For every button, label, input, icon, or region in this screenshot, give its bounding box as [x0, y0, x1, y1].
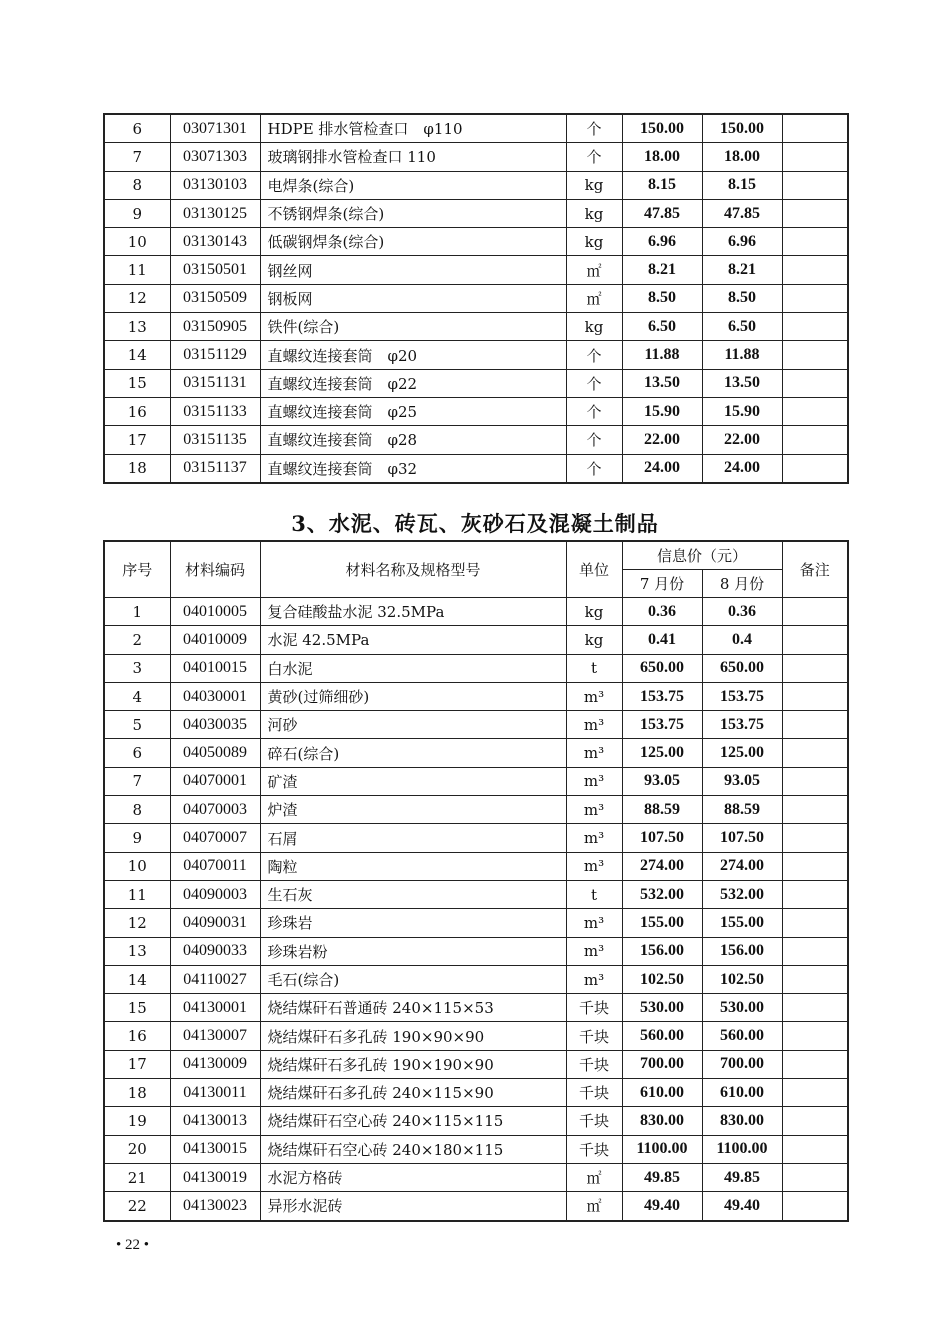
- cell-name: 石屑: [260, 824, 566, 852]
- cell-price-july: 274.00: [622, 852, 702, 880]
- cell-name: 异形水泥砖: [260, 1192, 566, 1221]
- cell-price-july: 22.00: [622, 426, 702, 454]
- cell-seq: 19: [104, 1107, 170, 1135]
- cell-price-august: 0.4: [702, 626, 782, 654]
- cell-price-july: 8.15: [622, 171, 702, 199]
- cell-price-august: 1100.00: [702, 1135, 782, 1163]
- cell-price-august: 8.50: [702, 284, 782, 312]
- cell-price-july: 125.00: [622, 739, 702, 767]
- cell-unit: m³: [566, 824, 622, 852]
- cell-seq: 2: [104, 626, 170, 654]
- cell-name: 铁件(综合): [260, 313, 566, 341]
- cell-seq: 16: [104, 397, 170, 425]
- cell-price-july: 155.00: [622, 909, 702, 937]
- cell-code: 04130007: [170, 1022, 260, 1050]
- cell-name: 水泥方格砖: [260, 1163, 566, 1191]
- cell-code: 04070011: [170, 852, 260, 880]
- cell-name: 炉渣: [260, 796, 566, 824]
- cell-code: 03151133: [170, 397, 260, 425]
- cell-seq: 3: [104, 654, 170, 682]
- cell-unit: 千块: [566, 994, 622, 1022]
- cell-price-july: 0.41: [622, 626, 702, 654]
- cell-price-august: 530.00: [702, 994, 782, 1022]
- table-row: [104, 313, 848, 341]
- table-row: [104, 852, 848, 880]
- header-august: 8 月份: [702, 570, 782, 598]
- cell-name: 直螺纹连接套筒 φ32: [260, 454, 566, 483]
- cell-name: 白水泥: [260, 654, 566, 682]
- cell-price-august: 102.50: [702, 965, 782, 993]
- cell-remark: [782, 313, 848, 341]
- cell-remark: [782, 598, 848, 626]
- cell-price-july: 88.59: [622, 796, 702, 824]
- cell-code: 04070001: [170, 767, 260, 795]
- table-row: [104, 767, 848, 795]
- cell-price-august: 156.00: [702, 937, 782, 965]
- cell-name: 烧结煤矸石空心砖 240×180×115: [260, 1135, 566, 1163]
- table-row: [104, 228, 848, 256]
- cell-name: 电焊条(综合): [260, 171, 566, 199]
- cell-price-august: 830.00: [702, 1107, 782, 1135]
- cell-seq: 16: [104, 1022, 170, 1050]
- page-number: • 22 •: [116, 1237, 150, 1253]
- cell-price-july: 150.00: [622, 114, 702, 143]
- cell-remark: [782, 1079, 848, 1107]
- table-row: [104, 143, 848, 171]
- cell-remark: [782, 937, 848, 965]
- cell-unit: ㎡: [566, 256, 622, 284]
- cell-price-july: 700.00: [622, 1050, 702, 1078]
- cell-price-july: 610.00: [622, 1079, 702, 1107]
- cell-unit: 个: [566, 397, 622, 425]
- table-row: [104, 256, 848, 284]
- cell-remark: [782, 369, 848, 397]
- cell-unit: 个: [566, 143, 622, 171]
- cell-seq: 15: [104, 369, 170, 397]
- cell-code: 04130015: [170, 1135, 260, 1163]
- cell-code: 04130023: [170, 1192, 260, 1221]
- cell-price-august: 153.75: [702, 682, 782, 710]
- table-row: [104, 739, 848, 767]
- cell-remark: [782, 626, 848, 654]
- cell-seq: 4: [104, 682, 170, 710]
- table-row: [104, 682, 848, 710]
- cell-unit: m³: [566, 852, 622, 880]
- cell-unit: kg: [566, 199, 622, 227]
- cell-price-august: 6.96: [702, 228, 782, 256]
- cell-code: 04130011: [170, 1079, 260, 1107]
- cell-name: HDPE 排水管检查口 φ110: [260, 114, 566, 143]
- table-row: [104, 1135, 848, 1163]
- cement-brick-materials-table: [103, 540, 849, 1222]
- cell-price-august: 49.40: [702, 1192, 782, 1221]
- cell-code: 03071301: [170, 114, 260, 143]
- cell-name: 直螺纹连接套筒 φ25: [260, 397, 566, 425]
- table-row: [104, 397, 848, 425]
- cell-name: 烧结煤矸石多孔砖 190×90×90: [260, 1022, 566, 1050]
- cell-price-august: 274.00: [702, 852, 782, 880]
- cell-unit: 千块: [566, 1022, 622, 1050]
- cell-remark: [782, 824, 848, 852]
- cell-unit: ㎡: [566, 1192, 622, 1221]
- cell-price-july: 156.00: [622, 937, 702, 965]
- cell-price-august: 650.00: [702, 654, 782, 682]
- table-row: [104, 426, 848, 454]
- cell-unit: 个: [566, 341, 622, 369]
- cell-unit: kg: [566, 313, 622, 341]
- cell-unit: t: [566, 880, 622, 908]
- cell-unit: m³: [566, 767, 622, 795]
- cell-unit: m³: [566, 965, 622, 993]
- table-row: [104, 1079, 848, 1107]
- cell-seq: 22: [104, 1192, 170, 1221]
- cell-code: 04010015: [170, 654, 260, 682]
- table-row: [104, 199, 848, 227]
- header-code: 材料编码: [170, 541, 260, 598]
- cell-unit: 个: [566, 369, 622, 397]
- header-seq: 序号: [104, 541, 170, 598]
- cell-seq: 9: [104, 199, 170, 227]
- table-row: [104, 711, 848, 739]
- table-row: [104, 880, 848, 908]
- cell-seq: 7: [104, 143, 170, 171]
- cell-name: 直螺纹连接套筒 φ28: [260, 426, 566, 454]
- cell-remark: [782, 711, 848, 739]
- cell-unit: m³: [566, 909, 622, 937]
- cell-seq: 1: [104, 598, 170, 626]
- cell-remark: [782, 454, 848, 483]
- cell-unit: m³: [566, 739, 622, 767]
- cell-unit: ㎡: [566, 1163, 622, 1191]
- cell-price-july: 530.00: [622, 994, 702, 1022]
- cell-unit: kg: [566, 228, 622, 256]
- cell-price-july: 47.85: [622, 199, 702, 227]
- cell-remark: [782, 114, 848, 143]
- cell-seq: 10: [104, 852, 170, 880]
- cell-seq: 14: [104, 965, 170, 993]
- cell-name: 黄砂(过筛细砂): [260, 682, 566, 710]
- cell-name: 珍珠岩: [260, 909, 566, 937]
- cell-remark: [782, 1192, 848, 1221]
- cell-code: 04070007: [170, 824, 260, 852]
- cell-seq: 11: [104, 256, 170, 284]
- cell-price-july: 6.96: [622, 228, 702, 256]
- cell-code: 03150509: [170, 284, 260, 312]
- cell-unit: m³: [566, 711, 622, 739]
- cell-unit: kg: [566, 598, 622, 626]
- table-row: [104, 1163, 848, 1191]
- cell-price-july: 11.88: [622, 341, 702, 369]
- cell-code: 04130013: [170, 1107, 260, 1135]
- cell-price-august: 153.75: [702, 711, 782, 739]
- table-row: [104, 654, 848, 682]
- cell-unit: m³: [566, 796, 622, 824]
- cell-remark: [782, 199, 848, 227]
- cell-price-july: 49.40: [622, 1192, 702, 1221]
- table-row: [104, 369, 848, 397]
- cell-code: 04090003: [170, 880, 260, 908]
- cell-unit: ㎡: [566, 284, 622, 312]
- cell-name: 烧结煤矸石普通砖 240×115×53: [260, 994, 566, 1022]
- cell-seq: 14: [104, 341, 170, 369]
- table-row: [104, 937, 848, 965]
- cell-seq: 20: [104, 1135, 170, 1163]
- cell-unit: 千块: [566, 1135, 622, 1163]
- cell-code: 04030035: [170, 711, 260, 739]
- cell-remark: [782, 284, 848, 312]
- header-name: 材料名称及规格型号: [260, 541, 566, 598]
- cell-remark: [782, 1050, 848, 1078]
- cell-seq: 12: [104, 284, 170, 312]
- cell-code: 03130103: [170, 171, 260, 199]
- cell-price-july: 532.00: [622, 880, 702, 908]
- cell-code: 04130019: [170, 1163, 260, 1191]
- cell-unit: t: [566, 654, 622, 682]
- cell-seq: 21: [104, 1163, 170, 1191]
- cell-unit: 个: [566, 114, 622, 143]
- cell-price-july: 8.50: [622, 284, 702, 312]
- cell-remark: [782, 654, 848, 682]
- cell-price-july: 0.36: [622, 598, 702, 626]
- cell-price-august: 8.15: [702, 171, 782, 199]
- cell-seq: 18: [104, 1079, 170, 1107]
- materials-table-continued: [103, 113, 849, 484]
- cell-price-august: 125.00: [702, 739, 782, 767]
- header-price: 信息价（元）: [622, 541, 782, 570]
- cell-code: 03151135: [170, 426, 260, 454]
- cell-code: 03150501: [170, 256, 260, 284]
- cell-price-august: 18.00: [702, 143, 782, 171]
- cell-unit: m³: [566, 937, 622, 965]
- cell-price-july: 6.50: [622, 313, 702, 341]
- cell-unit: kg: [566, 171, 622, 199]
- cell-remark: [782, 256, 848, 284]
- cell-unit: m³: [566, 682, 622, 710]
- header-unit: 单位: [566, 541, 622, 598]
- cell-code: 04010005: [170, 598, 260, 626]
- cell-price-august: 88.59: [702, 796, 782, 824]
- table-row: [104, 965, 848, 993]
- cell-price-july: 93.05: [622, 767, 702, 795]
- cell-remark: [782, 228, 848, 256]
- cell-price-august: 47.85: [702, 199, 782, 227]
- table-row: [104, 1022, 848, 1050]
- table-row: [104, 824, 848, 852]
- cell-seq: 6: [104, 739, 170, 767]
- cell-name: 陶粒: [260, 852, 566, 880]
- cement-brick-materials-table-body: [104, 598, 848, 1221]
- cell-price-july: 1100.00: [622, 1135, 702, 1163]
- cell-unit: 千块: [566, 1107, 622, 1135]
- cell-name: 水泥 42.5MPa: [260, 626, 566, 654]
- cell-remark: [782, 994, 848, 1022]
- cell-name: 烧结煤矸石空心砖 240×115×115: [260, 1107, 566, 1135]
- cell-seq: 17: [104, 1050, 170, 1078]
- materials-table-continued-body: [104, 114, 848, 483]
- table-row: [104, 1192, 848, 1221]
- cell-price-august: 560.00: [702, 1022, 782, 1050]
- cell-seq: 18: [104, 454, 170, 483]
- cell-name: 钢板网: [260, 284, 566, 312]
- table-row: [104, 1107, 848, 1135]
- cell-code: 03151131: [170, 369, 260, 397]
- cell-remark: [782, 397, 848, 425]
- table-row: [104, 626, 848, 654]
- cell-remark: [782, 1163, 848, 1191]
- table-row: [104, 994, 848, 1022]
- cell-price-august: 150.00: [702, 114, 782, 143]
- table-header: [104, 541, 848, 598]
- table-row: [104, 454, 848, 483]
- table-row: [104, 796, 848, 824]
- cell-price-july: 18.00: [622, 143, 702, 171]
- cell-remark: [782, 880, 848, 908]
- cell-seq: 5: [104, 711, 170, 739]
- cell-price-july: 102.50: [622, 965, 702, 993]
- cell-unit: 个: [566, 426, 622, 454]
- cell-seq: 8: [104, 171, 170, 199]
- cell-seq: 17: [104, 426, 170, 454]
- cell-price-august: 22.00: [702, 426, 782, 454]
- cell-price-july: 650.00: [622, 654, 702, 682]
- cell-code: 04030001: [170, 682, 260, 710]
- cell-unit: 个: [566, 454, 622, 483]
- cell-seq: 6: [104, 114, 170, 143]
- cell-remark: [782, 739, 848, 767]
- cell-remark: [782, 1135, 848, 1163]
- cell-name: 河砂: [260, 711, 566, 739]
- cell-code: 04070003: [170, 796, 260, 824]
- cell-code: 04130009: [170, 1050, 260, 1078]
- cell-remark: [782, 1022, 848, 1050]
- cell-price-july: 8.21: [622, 256, 702, 284]
- cell-price-august: 13.50: [702, 369, 782, 397]
- cell-price-august: 6.50: [702, 313, 782, 341]
- cell-price-august: 155.00: [702, 909, 782, 937]
- cell-price-july: 153.75: [622, 682, 702, 710]
- section-title: 3、水泥、砖瓦、灰砂石及混凝土制品: [291, 511, 659, 536]
- header-remark: 备注: [782, 541, 848, 598]
- table-row: [104, 909, 848, 937]
- cell-price-august: 24.00: [702, 454, 782, 483]
- cell-seq: 7: [104, 767, 170, 795]
- cell-remark: [782, 171, 848, 199]
- cell-seq: 13: [104, 937, 170, 965]
- cell-remark: [782, 796, 848, 824]
- cell-name: 碎石(综合): [260, 739, 566, 767]
- cell-name: 珍珠岩粉: [260, 937, 566, 965]
- cell-name: 不锈钢焊条(综合): [260, 199, 566, 227]
- cell-name: 烧结煤矸石多孔砖 190×190×90: [260, 1050, 566, 1078]
- cell-price-august: 532.00: [702, 880, 782, 908]
- cell-price-august: 93.05: [702, 767, 782, 795]
- cell-price-july: 13.50: [622, 369, 702, 397]
- cell-name: 钢丝网: [260, 256, 566, 284]
- cell-unit: kg: [566, 626, 622, 654]
- cell-code: 04010009: [170, 626, 260, 654]
- cell-unit: 千块: [566, 1079, 622, 1107]
- cell-seq: 12: [104, 909, 170, 937]
- cell-remark: [782, 426, 848, 454]
- table-row: [104, 114, 848, 143]
- cell-code: 04090031: [170, 909, 260, 937]
- cell-price-august: 15.90: [702, 397, 782, 425]
- cell-seq: 13: [104, 313, 170, 341]
- cell-seq: 9: [104, 824, 170, 852]
- cell-price-august: 8.21: [702, 256, 782, 284]
- cell-name: 生石灰: [260, 880, 566, 908]
- cell-name: 烧结煤矸石多孔砖 240×115×90: [260, 1079, 566, 1107]
- cell-remark: [782, 767, 848, 795]
- cell-code: 03130125: [170, 199, 260, 227]
- cell-remark: [782, 1107, 848, 1135]
- table-row: [104, 171, 848, 199]
- table-row: [104, 284, 848, 312]
- cell-seq: 10: [104, 228, 170, 256]
- cell-code: 04090033: [170, 937, 260, 965]
- cell-remark: [782, 682, 848, 710]
- cell-price-july: 15.90: [622, 397, 702, 425]
- cell-name: 矿渣: [260, 767, 566, 795]
- cell-code: 04050089: [170, 739, 260, 767]
- table-row: [104, 341, 848, 369]
- cell-price-july: 830.00: [622, 1107, 702, 1135]
- cell-code: 04130001: [170, 994, 260, 1022]
- cell-price-august: 700.00: [702, 1050, 782, 1078]
- cell-seq: 15: [104, 994, 170, 1022]
- cell-code: 03151137: [170, 454, 260, 483]
- cell-name: 直螺纹连接套筒 φ22: [260, 369, 566, 397]
- cell-price-july: 24.00: [622, 454, 702, 483]
- cell-code: 04110027: [170, 965, 260, 993]
- table-row: [104, 598, 848, 626]
- cell-name: 玻璃钢排水管检查口 110: [260, 143, 566, 171]
- cell-code: 03071303: [170, 143, 260, 171]
- cell-unit: 千块: [566, 1050, 622, 1078]
- cell-remark: [782, 143, 848, 171]
- cell-price-august: 610.00: [702, 1079, 782, 1107]
- cell-seq: 8: [104, 796, 170, 824]
- cell-price-july: 49.85: [622, 1163, 702, 1191]
- cell-price-july: 107.50: [622, 824, 702, 852]
- cell-price-july: 153.75: [622, 711, 702, 739]
- cell-code: 03150905: [170, 313, 260, 341]
- cell-remark: [782, 965, 848, 993]
- table-row: [104, 1050, 848, 1078]
- cell-price-august: 49.85: [702, 1163, 782, 1191]
- cell-name: 低碳钢焊条(综合): [260, 228, 566, 256]
- cell-price-august: 107.50: [702, 824, 782, 852]
- cell-remark: [782, 341, 848, 369]
- cell-code: 03151129: [170, 341, 260, 369]
- cell-name: 毛石(综合): [260, 965, 566, 993]
- cell-name: 复合硅酸盐水泥 32.5MPa: [260, 598, 566, 626]
- header-july: 7 月份: [622, 570, 702, 598]
- cell-name: 直螺纹连接套筒 φ20: [260, 341, 566, 369]
- cell-seq: 11: [104, 880, 170, 908]
- cell-price-august: 0.36: [702, 598, 782, 626]
- cell-remark: [782, 909, 848, 937]
- cell-remark: [782, 852, 848, 880]
- cell-price-july: 560.00: [622, 1022, 702, 1050]
- cell-price-august: 11.88: [702, 341, 782, 369]
- cell-code: 03130143: [170, 228, 260, 256]
